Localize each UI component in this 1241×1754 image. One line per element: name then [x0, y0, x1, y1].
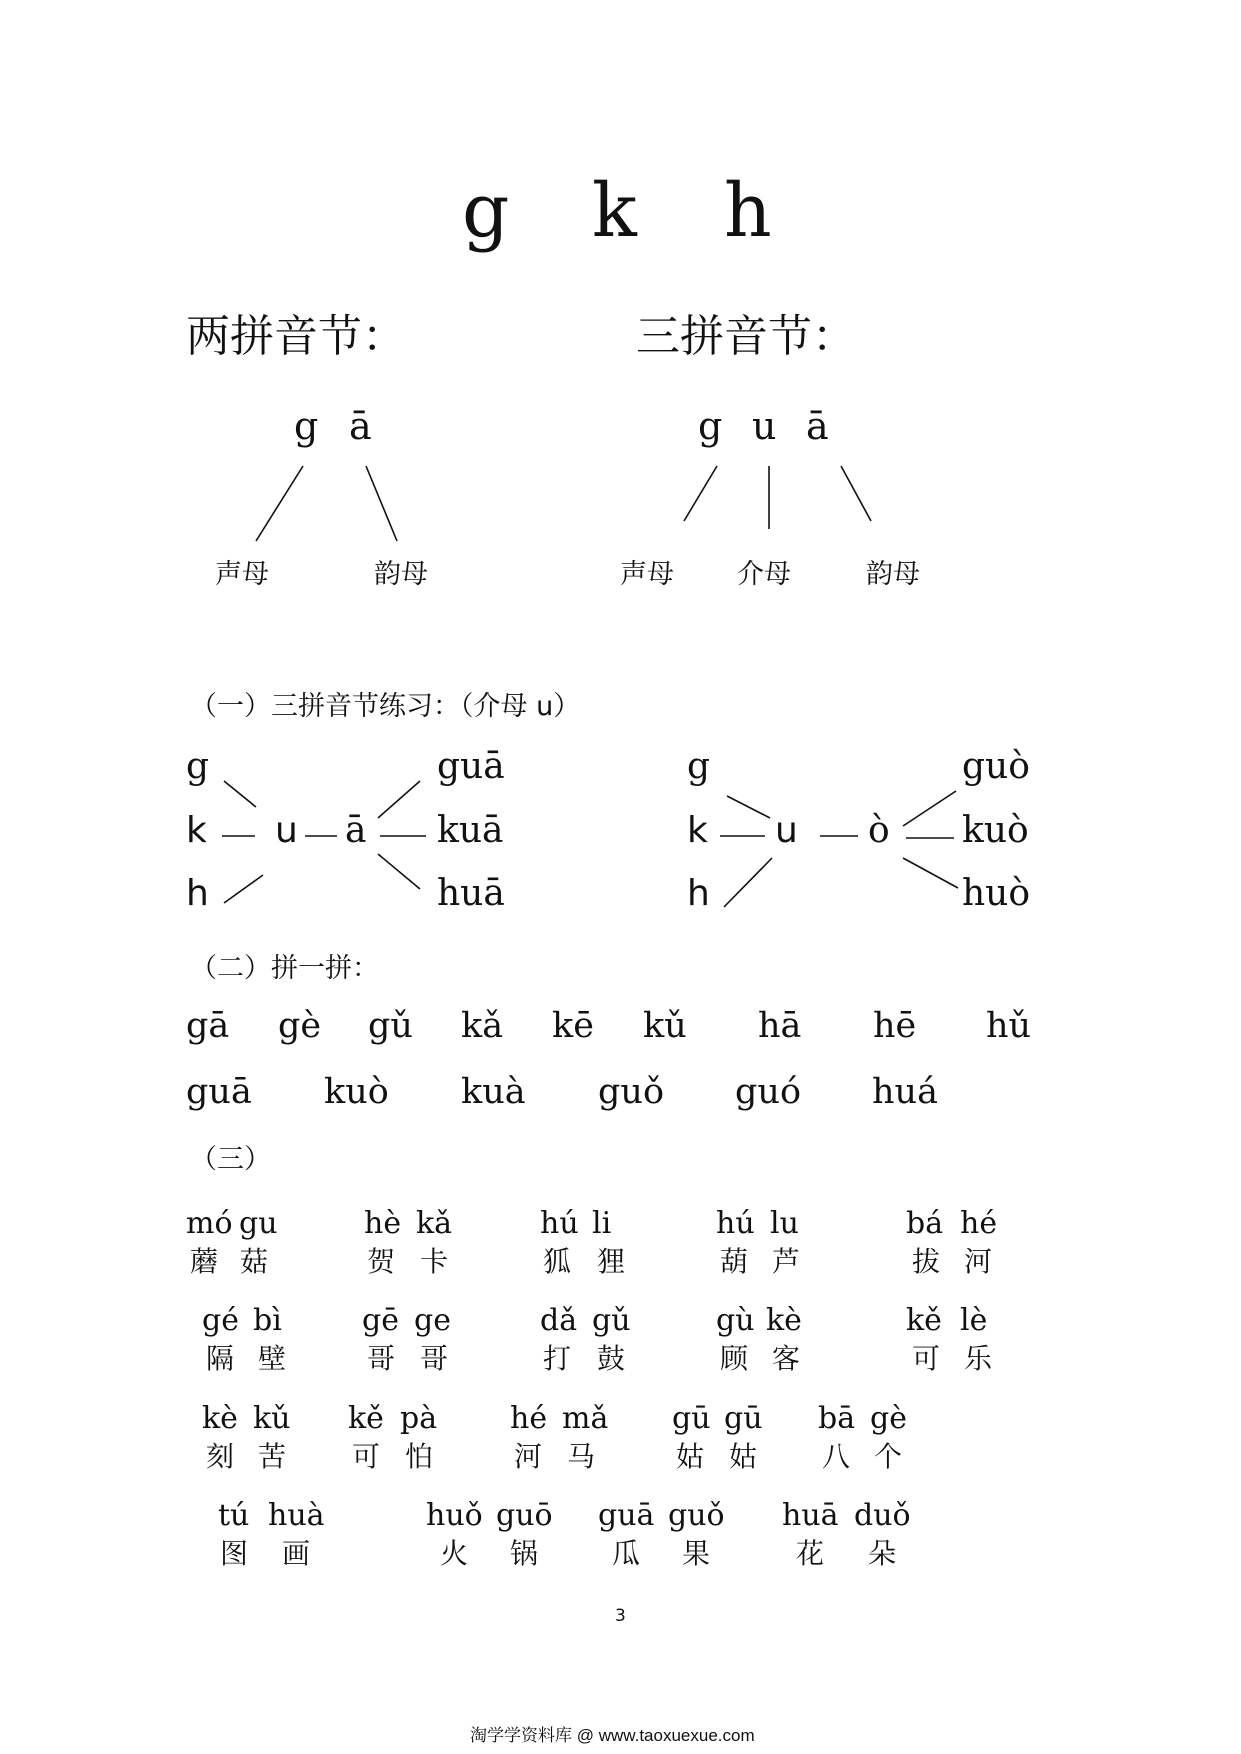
s1-right-line-g: [727, 796, 770, 818]
word-hanzi: 哥: [420, 1342, 449, 1375]
word-pinyin: dǎ: [540, 1303, 578, 1338]
pinyin-practice-item: hǔ: [986, 1006, 1032, 1046]
word-pinyin: hé: [510, 1401, 548, 1436]
word-hanzi: 花: [796, 1537, 825, 1570]
word-hanzi: 瓜: [612, 1537, 641, 1570]
s1-left-initial-k: k: [186, 810, 207, 851]
word-hanzi: 打: [543, 1342, 572, 1375]
word-hanzi: 菇: [240, 1245, 269, 1278]
word-hanzi: 狸: [597, 1245, 626, 1278]
section2-title: （二）拼一拼：: [190, 953, 379, 984]
two-syllable-branch-initial: [256, 466, 303, 541]
two-syllable-branch-final: [366, 466, 397, 541]
s1-left-result-kua: kuā: [437, 810, 504, 851]
word-hanzi: 哥: [367, 1342, 396, 1375]
word-pinyin: li: [592, 1206, 612, 1241]
title-letter-k: k: [592, 168, 637, 254]
s1-left-line-hua: [378, 854, 420, 889]
word-pinyin: gǔ: [592, 1303, 631, 1338]
word-hanzi: 河: [964, 1245, 993, 1278]
word-hanzi: 鼓: [597, 1342, 626, 1375]
word-pinyin: hè: [364, 1206, 402, 1241]
word-hanzi: 隔: [206, 1342, 235, 1375]
word-pinyin: kè: [766, 1303, 802, 1338]
pinyin-practice-item: hā: [758, 1006, 802, 1046]
word-pinyin: huǒ: [426, 1498, 483, 1533]
word-hanzi: 姑: [676, 1440, 705, 1473]
s1-left-final: ā: [345, 810, 367, 851]
word-hanzi: 果: [682, 1537, 711, 1570]
s1-left-line-g: [224, 781, 256, 807]
word-hanzi: 可: [912, 1342, 941, 1375]
s1-left-result-hua: huā: [437, 873, 505, 914]
word-hanzi: 图: [220, 1537, 249, 1570]
word-pinyin: kè: [202, 1401, 238, 1436]
s1-right-result-huo: huò: [962, 873, 1031, 914]
three-syllable-branch-initial: [684, 466, 717, 521]
s1-right-initial-g: g: [687, 746, 711, 787]
word-hanzi: 火: [440, 1537, 469, 1570]
word-pinyin: hú: [540, 1206, 579, 1241]
label-initial: 声母: [620, 559, 674, 590]
word-pinyin: lè: [960, 1303, 988, 1338]
word-hanzi: 可: [352, 1440, 381, 1473]
two-syllable-final: ā: [349, 404, 372, 448]
word-hanzi: 刻: [206, 1440, 235, 1473]
word-pinyin: huā: [782, 1498, 839, 1533]
word-hanzi: 蘑: [190, 1245, 219, 1278]
word-hanzi: 锅: [510, 1537, 539, 1570]
word-pinyin: guǒ: [668, 1498, 725, 1533]
label-final: 韵母: [374, 559, 428, 590]
pinyin-practice-item: hē: [873, 1006, 917, 1046]
word-pinyin: mó: [186, 1206, 233, 1241]
label-medial: 介母: [737, 559, 791, 590]
s1-left-result-gua: guā: [437, 746, 505, 787]
word-pinyin: huà: [268, 1498, 325, 1533]
word-pinyin: guā: [598, 1498, 655, 1533]
three-syllable-final: ā: [806, 404, 829, 448]
s1-right-line-h: [724, 858, 772, 907]
s1-right-final: ò: [868, 810, 890, 851]
word-pinyin: lu: [770, 1206, 799, 1241]
word-hanzi: 姑: [729, 1440, 758, 1473]
two-syllable-initial: g: [294, 404, 319, 448]
word-pinyin: kě: [348, 1401, 384, 1436]
word-pinyin: kǔ: [253, 1401, 291, 1436]
section1-title: （一）三拼音节练习：（介母 u）: [190, 691, 581, 722]
three-syllable-medial: u: [752, 404, 777, 448]
word-hanzi: 苦: [258, 1440, 287, 1473]
word-pinyin: gé: [202, 1303, 239, 1338]
word-hanzi: 葫: [720, 1245, 749, 1278]
word-hanzi: 八: [822, 1440, 851, 1473]
word-hanzi: 朵: [868, 1537, 897, 1570]
word-pinyin: gū: [724, 1401, 763, 1436]
word-pinyin: gū: [672, 1401, 711, 1436]
word-hanzi: 画: [282, 1537, 311, 1570]
s1-left-initial-g: g: [186, 746, 210, 787]
pinyin-practice-item: gè: [278, 1006, 322, 1046]
word-pinyin: hú: [716, 1206, 755, 1241]
word-pinyin: pà: [400, 1401, 438, 1436]
s1-right-line-huo: [903, 858, 958, 888]
s1-left-medial: u: [275, 810, 298, 851]
word-hanzi: 贺: [367, 1245, 396, 1278]
word-pinyin: gè: [870, 1401, 907, 1436]
three-syllable-initial: g: [698, 404, 723, 448]
pinyin-practice-item: huá: [872, 1072, 938, 1112]
word-hanzi: 顾: [720, 1342, 749, 1375]
word-hanzi: 马: [567, 1440, 596, 1473]
pinyin-practice-item: kǎ: [461, 1006, 504, 1046]
word-pinyin: hé: [960, 1206, 998, 1241]
word-hanzi: 狐: [543, 1245, 572, 1278]
s1-right-line-guo: [903, 791, 956, 826]
label-final: 韵母: [866, 559, 920, 590]
pinyin-practice-item: guó: [735, 1072, 802, 1112]
word-hanzi: 乐: [964, 1342, 993, 1375]
word-pinyin: gu: [239, 1206, 278, 1241]
page-number: 3: [615, 1606, 626, 1626]
word-hanzi: 拔: [912, 1245, 941, 1278]
section3-title: （三）: [190, 1144, 271, 1175]
s1-left-line-h: [224, 875, 263, 903]
word-pinyin: mǎ: [562, 1401, 609, 1436]
word-hanzi: 芦: [772, 1245, 801, 1278]
s1-right-initial-k: k: [687, 810, 708, 851]
pinyin-practice-item: kuò: [324, 1072, 389, 1112]
pinyin-practice-item: kǔ: [643, 1006, 687, 1046]
pinyin-practice-item: kuà: [461, 1072, 526, 1112]
footer-watermark: 淘学学资料库 @ www.taoxuexue.com: [470, 1726, 755, 1745]
word-pinyin: bā: [818, 1401, 856, 1436]
pinyin-practice-item: gǔ: [368, 1006, 413, 1046]
word-pinyin: tú: [218, 1498, 250, 1533]
word-pinyin: gù: [716, 1303, 755, 1338]
pinyin-practice-item: guǒ: [598, 1072, 665, 1112]
s1-right-initial-h: h: [687, 873, 710, 914]
s1-left-initial-h: h: [186, 873, 209, 914]
word-hanzi: 怕: [405, 1440, 434, 1473]
pinyin-practice-item: kē: [552, 1006, 594, 1046]
heading-two-syllable: 两拼音节：: [186, 311, 406, 362]
word-pinyin: kǎ: [416, 1206, 453, 1241]
word-hanzi: 壁: [258, 1342, 287, 1375]
word-pinyin: gē: [362, 1303, 399, 1338]
word-hanzi: 个: [874, 1440, 903, 1473]
word-hanzi: 客: [772, 1342, 801, 1375]
s1-right-result-guo: guò: [962, 746, 1030, 787]
label-initial: 声母: [215, 559, 269, 590]
heading-three-syllable: 三拼音节：: [636, 311, 856, 362]
title-letter-g: g: [462, 168, 510, 254]
word-hanzi: 河: [514, 1440, 543, 1473]
s1-left-line-gua: [378, 781, 420, 818]
pinyin-practice-item: guā: [186, 1072, 252, 1112]
s1-right-medial: u: [775, 810, 798, 851]
title-letter-h: h: [724, 168, 772, 254]
pinyin-practice-item: gā: [186, 1006, 230, 1046]
three-syllable-branch-final: [841, 466, 871, 521]
word-pinyin: bá: [906, 1206, 944, 1241]
s1-right-result-kuo: kuò: [962, 810, 1029, 851]
word-pinyin: kě: [906, 1303, 942, 1338]
word-pinyin: guō: [496, 1498, 553, 1533]
word-pinyin: bì: [253, 1303, 282, 1338]
word-pinyin: ge: [414, 1303, 451, 1338]
word-hanzi: 卡: [420, 1245, 449, 1278]
word-pinyin: duǒ: [854, 1498, 911, 1533]
